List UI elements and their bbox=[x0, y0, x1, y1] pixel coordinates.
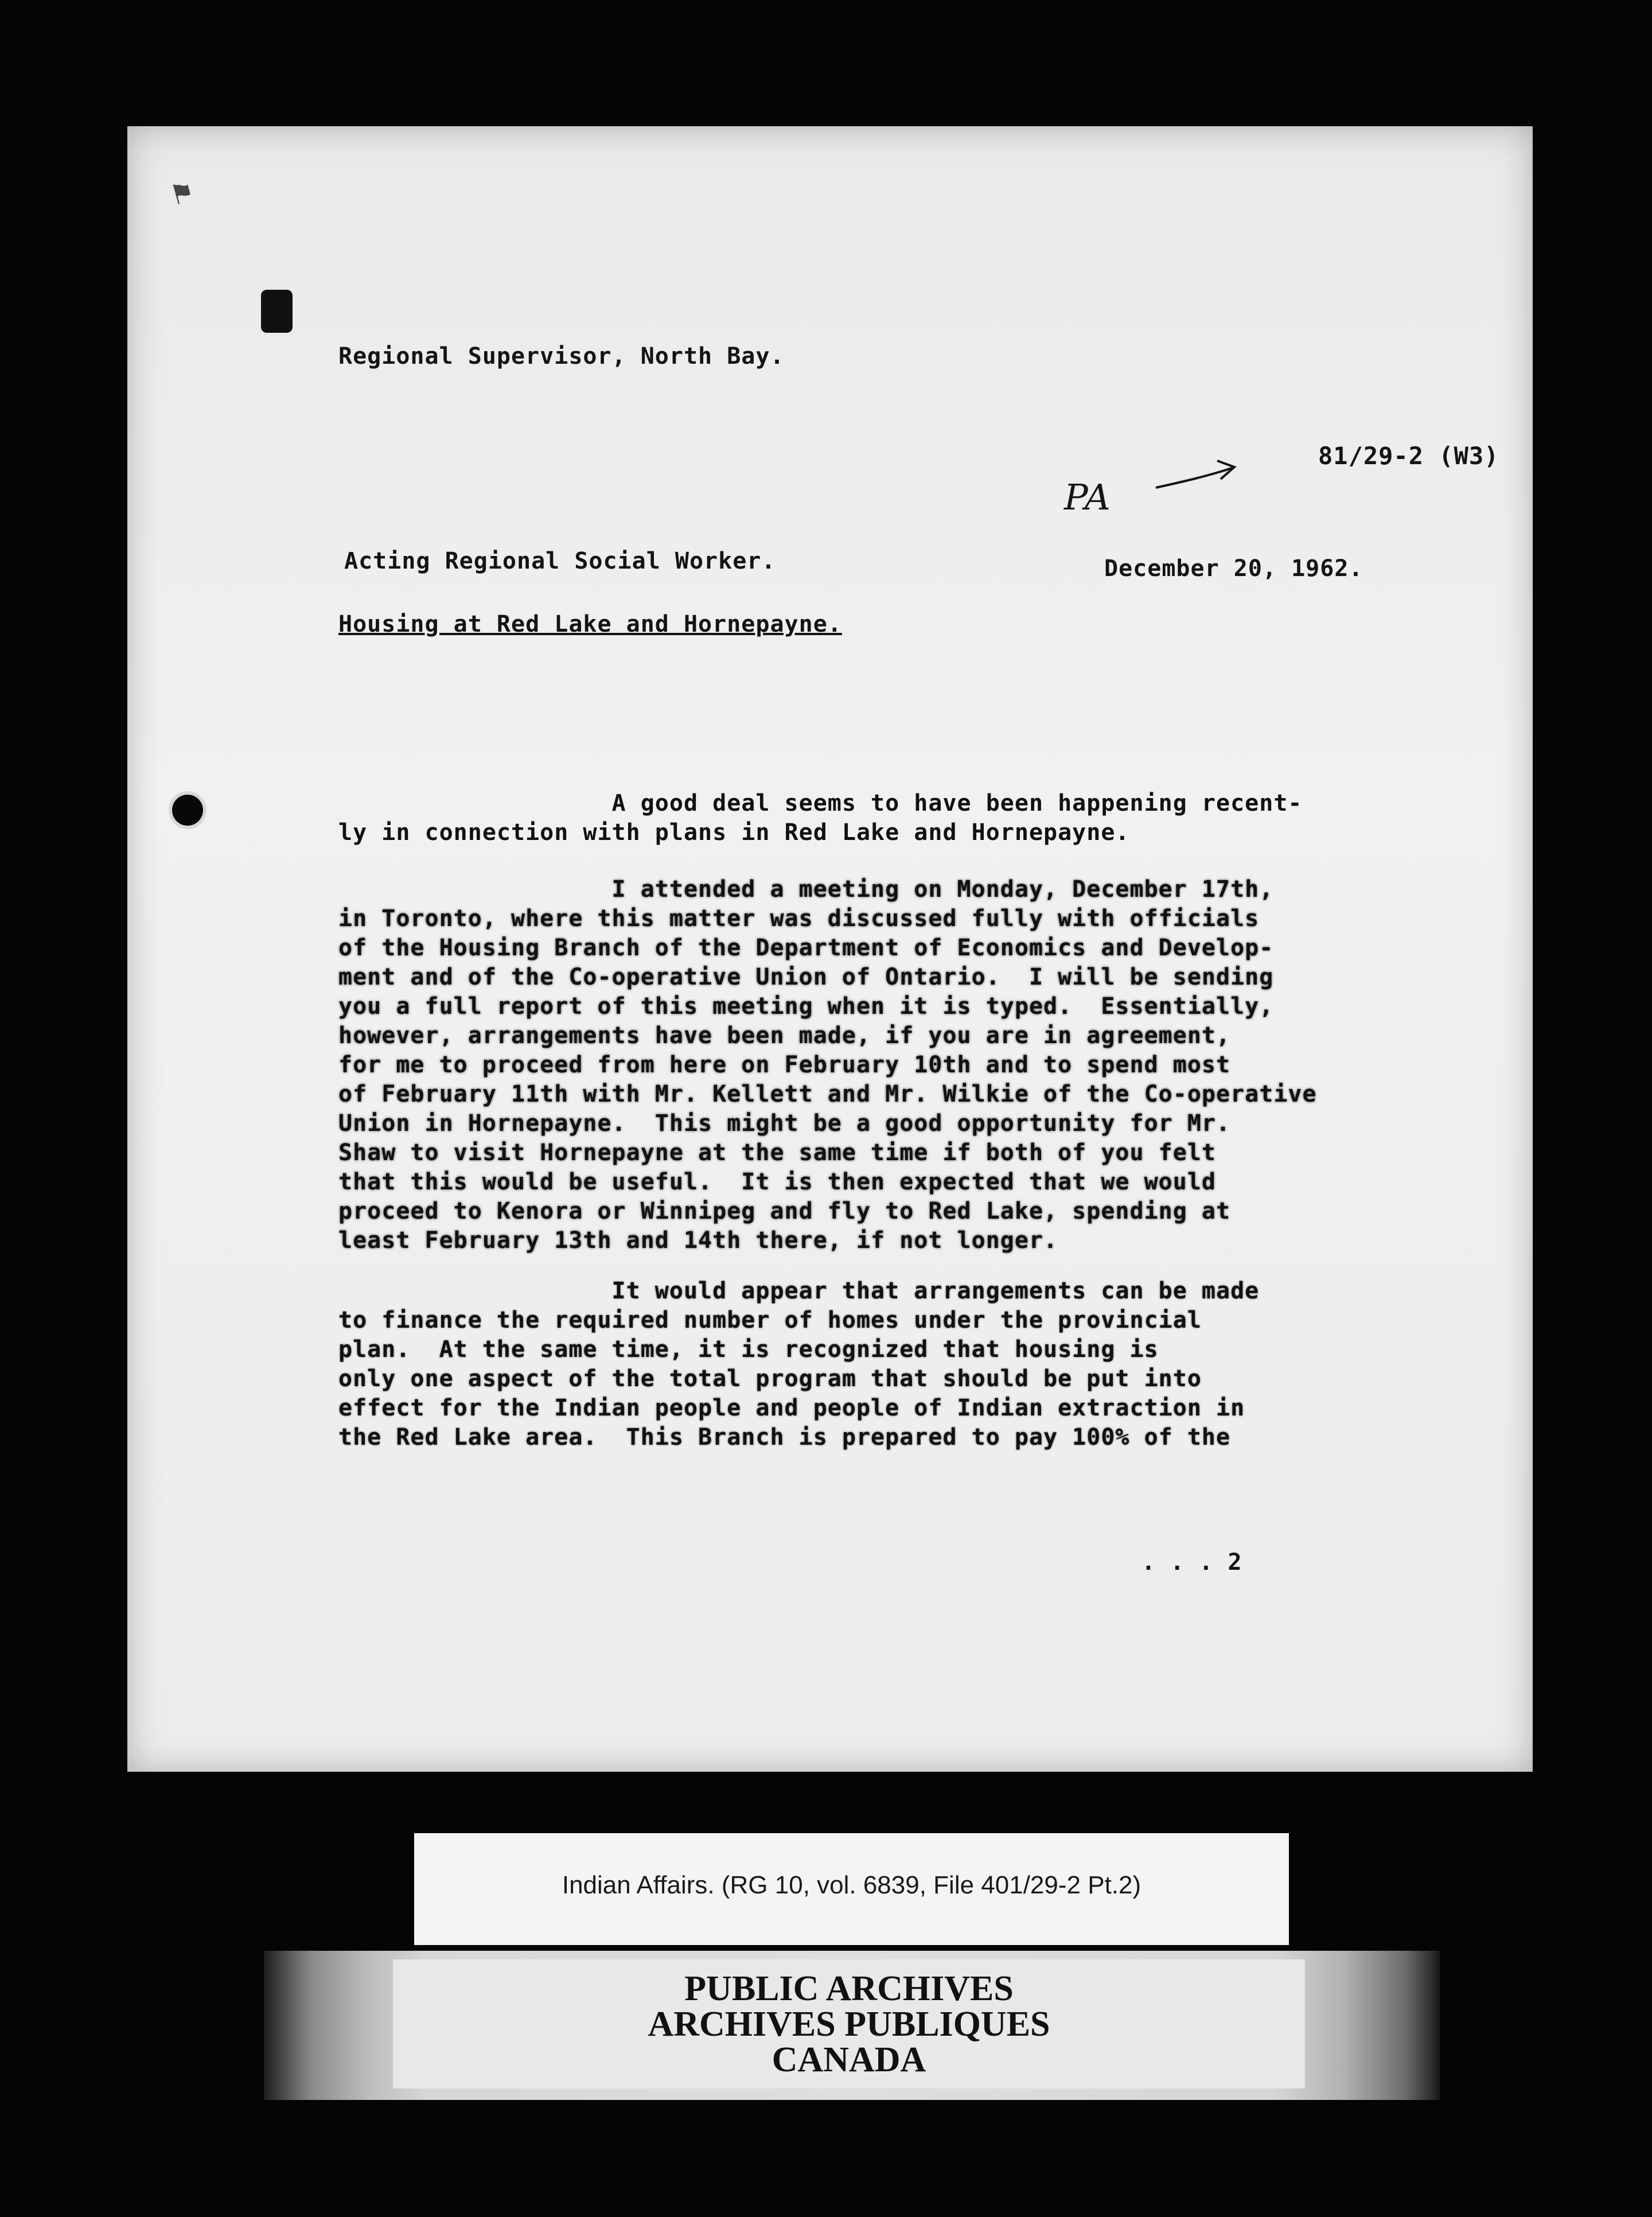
paragraph-3: It would appear that arrangements can be made to finance the required number of homes under the provincial plan. At the same time, it is recognized that housing is only one aspect of the total program that should be put into effect for the Indian people and people of Indian extraction in the Red Lake area. This Branch is prepared to pay 100% of the bbox=[338, 1278, 1260, 1450]
paragraph-2: I attended a meeting on Monday, December 17th, in Toronto, where this matter was discussed fully with officials of the Housing Branch of the Department of Economics and Develop- ment and of the Co-operative Union of Ontario. I will be sending you a full report of this meeting when it is typed. Essentially, however, arrangements have been made, if you are in agreement, for me to proceed from here on February 10th and to spend most of February 11th with Mr. Kellett and Mr. Wilkie of the Co-operative Union in Hornepayne. This might be a good opportunity for Mr. Shaw to visit Hornepayne at the same time if both of you felt that this would be useful. It is then expected that we would proceed to Kenora or Winnipeg and fly to Red Lake, spending at least February 13th and 14th there, if not longer. bbox=[338, 876, 1317, 1254]
flag-mark-icon: ⚑ bbox=[168, 172, 196, 212]
stamp-line-3: CANADA bbox=[772, 2040, 926, 2079]
archive-reference: Indian Affairs. (RG 10, vol. 6839, File 401/29-2 Pt.2) bbox=[562, 1871, 1141, 1899]
subject-line: Housing at Red Lake and Hornepayne. bbox=[338, 611, 842, 637]
archive-stamp-strip bbox=[264, 1951, 1440, 2100]
archive-reference-card bbox=[414, 1833, 1289, 1945]
stamp-line-2: ARCHIVES PUBLIQUES bbox=[648, 2005, 1050, 2044]
letter-date: December 20, 1962. bbox=[1104, 555, 1363, 582]
punch-hole bbox=[172, 795, 203, 826]
file-reference: 81/29-2 (W3) bbox=[1318, 442, 1499, 470]
continuation-marker: . . . 2 bbox=[1141, 1549, 1242, 1576]
addressee: Regional Supervisor, North Bay. bbox=[338, 343, 785, 370]
arrow-icon bbox=[1153, 456, 1239, 496]
stamp-line-1: PUBLIC ARCHIVES bbox=[684, 1969, 1014, 2008]
paragraph-1: A good deal seems to have been happening recent- ly in connection with plans in Red Lake and Hornepayne. bbox=[338, 790, 1303, 846]
punch-mark bbox=[261, 290, 293, 333]
handwritten-note: PA bbox=[1064, 476, 1111, 518]
archive-stamp bbox=[393, 1959, 1305, 2088]
sender: Acting Regional Social Worker. bbox=[344, 548, 776, 574]
